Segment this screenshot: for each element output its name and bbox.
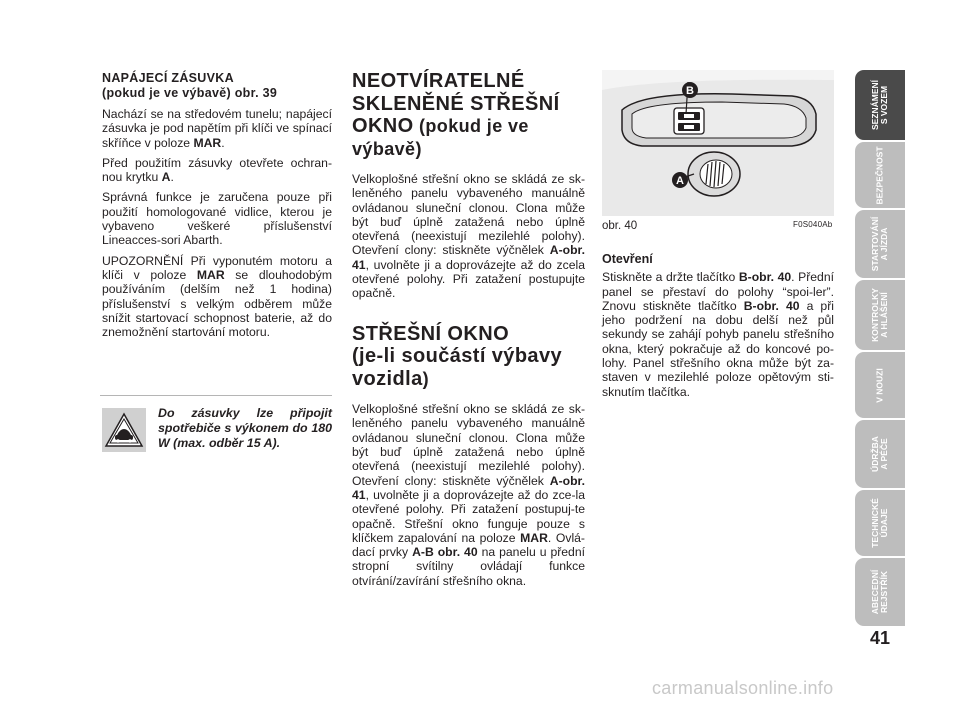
paragraph: Před použitím zásuvky otevřete ochran-nou krytku A. [102, 155, 332, 185]
figure-roof-control-panel [602, 70, 834, 216]
warning-text: Do zásuvky lze připojit spotřebiče s výkonem do 180 W (max. odběr 15 A). [158, 406, 332, 450]
callout-b: B [686, 85, 694, 97]
section-heading [102, 71, 332, 101]
paragraph: Správná funkce je zaručena pouze při použití homologované vidlice, kterou je vybaveno veškeré příslušenství Lineacces-sori Abarth. [102, 190, 332, 248]
section-heading: Otevření [602, 252, 653, 266]
warning-icon [102, 408, 146, 452]
paragraph: UPOZORNĚNÍ Při vyponutém motoru a klíči v poloze MAR se dlouhodobým používáním (delším než 1 hodina) příslušenství s velkým odběrem může snížit startovací schopnost baterie, až do znemožnění startování motoru. [102, 253, 332, 340]
figure-caption: obr. 40 [602, 220, 638, 232]
column-sunroof [352, 70, 585, 594]
tab-kontrolky[interactable]: KONTROLKY A HLÁŠENÍ [855, 280, 905, 350]
section-heading: STŘEŠNÍ OKNO (je-li součástí výbavy vozidla) [352, 322, 563, 390]
tab-udrzba[interactable]: ÚDRŽBA A PÉČE [855, 420, 905, 488]
paragraph: Stiskněte a držte tlačítko B-obr. 40. Přední panel se přestaví do polohy “spoi-ler”. Znovu stiskněte tlačítko B-obr. 40 a při jeho podržení na dobu delší než půl sekundy se zahájí pohyb panelu střešního okna, který pokračuje až do koncové po-lohy. Panel střešního okna může být za-staven v mezilehlé poloze opětovým sti-sknutím tlačítka. [602, 270, 834, 399]
divider [100, 395, 332, 396]
tab-rejstrik[interactable]: ABECEDNÍ REJSTŘÍK [855, 558, 905, 626]
tab-startovani[interactable]: STARTOVÁNÍ A JÍZDA [855, 210, 905, 278]
heading-subtitle: (pokud je ve výbavě) obr. 39 [102, 86, 278, 100]
tab-technicke[interactable]: TECHNICKÉ ÚDAJE [855, 490, 905, 556]
paragraph: Velkoplošné střešní okno se skládá ze sk-leněného panelu vybaveného manuálně ovládanou sluneční clonou. Clona může být buď úplně zatažená nebo úplně otevřená (neexistují mezilehlé polohy). Otevření clony: stiskněte výčnělek A-obr. 41, uvolněte ji a doprovázejte až do zce-la otevřené polohy. Při zatažení postupuj-te opačně. Střešní okno funguje pouze s klíčkem zapalování na poloze MAR. Ovlá-dací prvky A-B obr. 40 na panelu u přední stropní svítilny ovládají funkce otvírání/zavírání střešního okna. [352, 402, 585, 588]
column-power-socket [102, 71, 332, 345]
tab-v-nouzi[interactable]: V NOUZI [855, 352, 905, 418]
watermark: carmanualsonline.info [652, 678, 834, 698]
paragraph: Nachází se na středovém tunelu; napájecí zásuvka je pod napětím při klíči ve spínací skříňce v poloze MAR. [102, 107, 332, 150]
callout-a: A [676, 175, 684, 187]
tab-seznameni[interactable]: SEZNÁMENÍ S VOZEM [855, 70, 905, 140]
paragraph: Velkoplošné střešní okno se skládá ze sk-leněného panelu vybaveného manuálně ovládanou sluneční clonou. Clona může být buď úplně zatažená nebo úplně otevřená (neexistují mezilehlé polohy). Otevření clony: stiskněte výčnělek A-obr. 41, uvolněte ji a doprovázejte až do zcela otevřené polohy. Při zatažení postupujte opačně. [352, 172, 585, 301]
section-heading: NEOTVÍRATELNÉ SKLENĚNÉ STŘEŠNÍ OKNO (pokud je ve výbavě) [352, 70, 560, 159]
figure-code: F0S040Ab [793, 220, 833, 229]
heading-title: NAPÁJECÍ ZÁSUVKA [102, 71, 234, 85]
page-number: 41 [869, 628, 891, 648]
column-opening [602, 252, 834, 405]
tab-bezpecnost[interactable]: BEZPEČNOST [855, 142, 905, 208]
